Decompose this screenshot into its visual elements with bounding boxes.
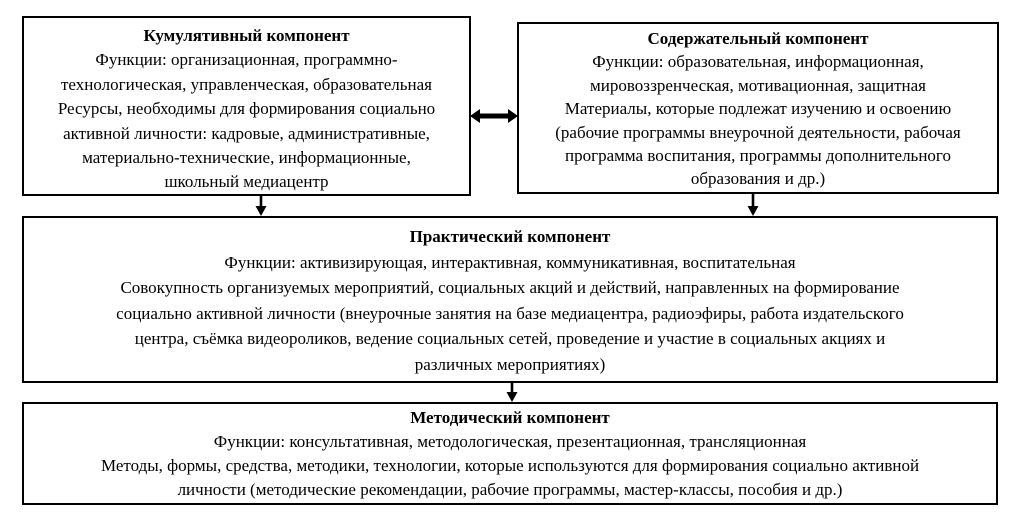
box-text-line: технологическая, управленческая, образовательная [60,74,432,94]
box-text-line: Материалы, которые подлежат изучению и освоению [564,99,952,119]
box-text-line: центра, съёмка видеороликов, ведение социальных сетей, проведение и участие в социальных акциях и [134,329,886,349]
box-text-line: мировоззренческая, мотивационная, защитная [590,75,926,95]
box-text-line: социально активной личности (внеурочные занятия на базе медиацентра, радиоэфиры, работа издательского [116,303,904,323]
box-content-component [517,22,999,194]
box-text-line: активной личности: кадровые, административные, [63,123,430,143]
box-text-line: Функции: организационная, программно- [95,50,398,70]
box-text-line: образования и др.) [690,169,826,189]
box-cumulative-component [22,16,471,196]
box-text-line: программа воспитания, программы дополнительного [565,146,951,166]
box-text-line: Совокупность организуемых мероприятий, социальных акций и действий, направленных на формирование [120,278,900,298]
double-arrow-icon [469,105,519,127]
box-text-line: Функции: образовательная, информационная, [592,52,924,72]
box-title: Практический компонент [409,227,611,246]
box-text-line: Ресурсы, необходимы для формирования социально [57,99,436,119]
box-text-line: личности (методические рекомендации, рабочие программы, мастер-классы, пособия и др.) [177,480,843,499]
box-methodical-component [22,402,998,505]
box-text-line: школьный медиацентр [164,172,329,192]
box-text-line: Функции: консультативная, методологическая, презентационная, трансляционная [213,432,807,451]
box-text-line: различных мероприятиях) [414,354,606,374]
box-practical-component [22,216,998,383]
box-text-line: Методы, формы, средства, методики, технологии, которые используются для формирования социально активной [100,456,920,475]
down-arrow-icon [745,194,761,216]
box-text-line: Функции: активизирующая, интерактивная, коммуникативная, воспитательная [224,252,796,272]
down-arrow-icon [253,196,269,216]
box-title: Содержательный компонент [647,29,869,48]
box-title: Методический компонент [410,408,610,427]
down-arrow-icon [504,383,520,402]
box-text-line: материально-технические, информационные, [82,148,411,168]
box-title: Кумулятивный компонент [143,26,350,45]
box-text-line: (рабочие программы внеурочной деятельности, рабочая [555,122,961,142]
